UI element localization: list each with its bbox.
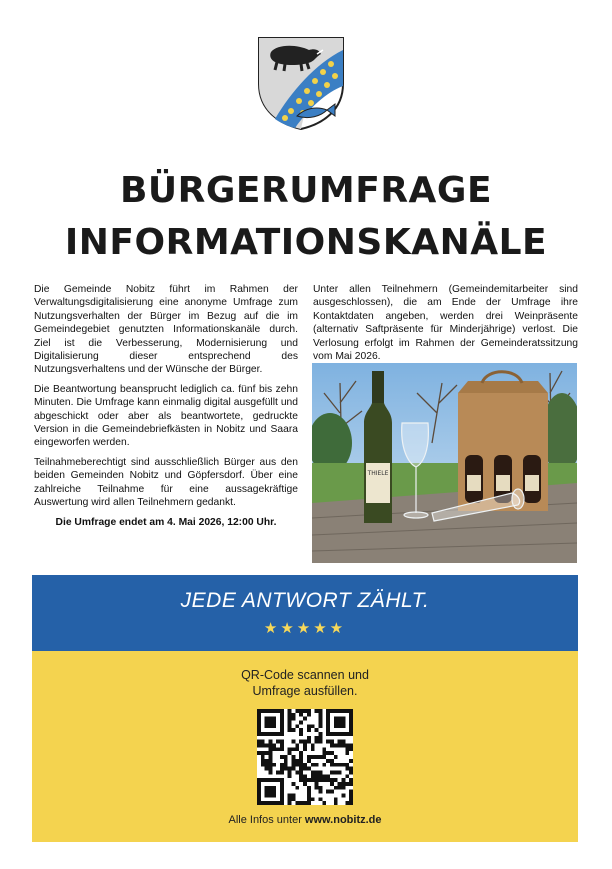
star-rating-icon: ★★★★★ [263,620,347,637]
duration-paragraph: Die Beantwortung beansprucht lediglich ca. fünf bis zehn Minuten. Die Umfrage kann einmalig digital ausgefüllt und abgeschickt oder aber als beantwortete, gedruckte Version in die Gemeindebriefkästen in Nobitz und Saara eingeworfen werden. [34,383,298,449]
slogan-text: JEDE ANTWORT ZÄHLT. [180,589,430,612]
deadline-text: Die Umfrage endet am 4. Mai 2026, 12:00 Uhr. [55,516,277,528]
website-link[interactable]: www.nobitz.de [304,814,382,826]
scan-line-1: QR-Code scannen und [241,668,369,682]
intro-paragraph: Die Gemeinde Nobitz führt im Rahmen der Verwaltungsdigitalisierung eine anonyme Umfrage zum Nutzungsverhalten der Bürger im Bezug auf die im Gemeindegebiet genutzten Informationskanäle durch. Ziel ist die Verbesserung, Modernisierung und Digitalisierung dieser entsprechend des Nutzungsverhaltens und der Wünsche der Bürger. [34,284,298,376]
info-line [32,814,578,826]
eligibility-paragraph: Teilnahmeberechtigt sind ausschließlich Bürger aus den beiden Gemeinden Nobitz und Göpfersdorf. Über eine zahlreiche Teilnahme für eine aussagekräftige Auswertung wird allen Teilnehmern gedankt. [34,456,298,509]
prize-paragraph: Unter allen Teilnehmern (Gemeindemitarbeiter sind ausgeschlossen), die am Ende der Umfrage ihre Kontaktdaten angeben, werden drei Weinpräsente (alternativ Saftpräsente für Minderjährige) verlost. Die Verlosung erfolgt im Rahmen der Gemeinderatssitzung vom Mai 2026. [313,284,578,363]
bottle-label-text: THIELE [367,470,389,477]
scan-instructions [32,667,578,699]
qr-section [32,651,578,842]
page-title-line-2: INFORMATIONSKANÄLE [64,222,548,263]
wine-gift-photo [312,363,577,563]
scan-line-2: Umfrage ausfüllen. [252,684,358,698]
right-text-column [313,283,578,369]
coat-of-arms-logo [257,36,345,130]
slogan-banner [32,575,578,651]
info-prefix: Alle Infos unter [228,814,305,826]
qr-code-icon[interactable] [257,709,353,805]
left-text-column [34,283,298,535]
page-title-line-1: BÜRGERUMFRAGE [119,170,493,211]
